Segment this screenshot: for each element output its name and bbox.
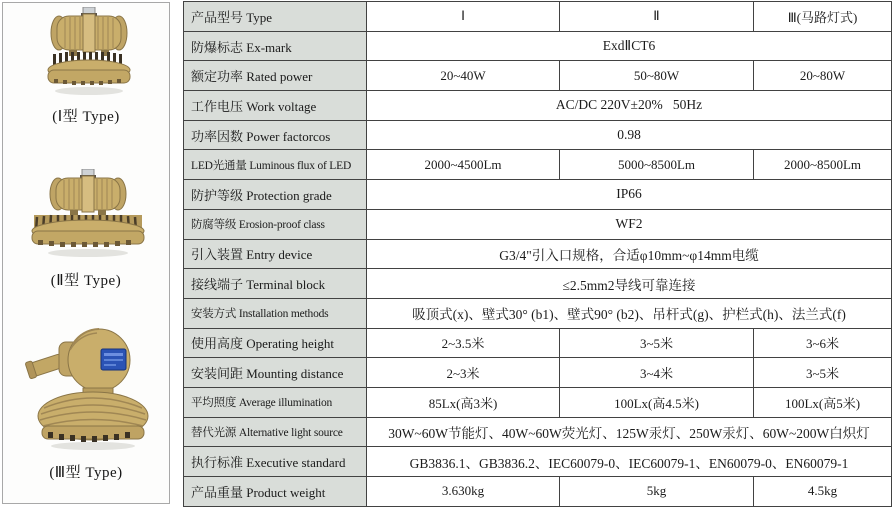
table-row (184, 387, 892, 417)
spec-value: 3~5米 (560, 328, 754, 358)
table-row (184, 447, 892, 477)
table-row (184, 209, 892, 239)
product-caption-type-3: (Ⅲ型 Type) (49, 465, 123, 481)
lamp-type-1-image (39, 7, 139, 99)
row-label: 工作电压 Work voltage (184, 91, 367, 121)
table-row (184, 298, 892, 328)
table-row (184, 31, 892, 61)
table-row (184, 358, 892, 388)
spec-value: 100Lx(高5米) (754, 387, 892, 417)
spec-value: 3~6米 (754, 328, 892, 358)
spec-value: GB3836.1、GB3836.2、IEC60079-0、IEC60079-1、EN60079-0、EN60079-1 (367, 447, 892, 477)
spec-value: 20~80W (754, 61, 892, 91)
spec-value: WF2 (367, 209, 892, 239)
spec-value: ExdⅡCT6 (367, 31, 892, 61)
spec-value: ≤2.5mm2导线可靠连接 (367, 269, 892, 299)
table-row (184, 120, 892, 150)
spec-value: 3~4米 (560, 358, 754, 388)
row-label: 使用高度 Operating height (184, 328, 367, 358)
spec-value: G3/4"引入口规格，合适φ10mm~φ14mm电缆 (367, 239, 892, 269)
spec-value: 0.98 (367, 120, 892, 150)
spec-value: 3.630kg (367, 477, 560, 507)
row-label: 安装间距 Mounting distance (184, 358, 367, 388)
spec-value: Ⅲ(马路灯式) (754, 2, 892, 32)
spec-value: Ⅱ (560, 2, 754, 32)
table-row (184, 180, 892, 210)
row-label: 防腐等级 Erosion-proof class (184, 209, 367, 239)
spec-value: IP66 (367, 180, 892, 210)
table-row (184, 91, 892, 121)
table-row (184, 328, 892, 358)
table-row (184, 61, 892, 91)
product-caption-type-1: (Ⅰ型 Type) (52, 109, 120, 125)
row-label: 安装方式 Installation methods (184, 298, 367, 328)
row-label: 防爆标志 Ex-mark (184, 31, 367, 61)
table-row (184, 150, 892, 180)
spec-value: 吸顶式(x)、壁式30° (b1)、壁式90° (b2)、吊杆式(g)、护栏式(h)、法兰式(f) (367, 298, 892, 328)
row-label: 替代光源 Alternative light source (184, 417, 367, 447)
spec-value: 4.5kg (754, 477, 892, 507)
table-row (184, 477, 892, 507)
lamp-type-2-image (22, 169, 154, 263)
spec-value: 50~80W (560, 61, 754, 91)
spec-value: 2000~4500Lm (367, 150, 560, 180)
row-label: LED光通量 Luminous flux of LED (184, 150, 367, 180)
spec-value: 5000~8500Lm (560, 150, 754, 180)
spec-table (183, 1, 892, 507)
row-label: 平均照度 Average illumination (184, 387, 367, 417)
lamp-type-3-image (19, 326, 157, 452)
spec-value: 100Lx(高4.5米) (560, 387, 754, 417)
row-label: 产品型号 Type (184, 2, 367, 32)
spec-value: 2000~8500Lm (754, 150, 892, 180)
row-label: 额定功率 Rated power (184, 61, 367, 91)
table-row (184, 2, 892, 32)
row-label: 产品重量 Product weight (184, 477, 367, 507)
row-label: 防护等级 Protection grade (184, 180, 367, 210)
spec-value: 2~3.5米 (367, 328, 560, 358)
spec-value: 3~5米 (754, 358, 892, 388)
spec-value: 85Lx(高3米) (367, 387, 560, 417)
spec-value: 20~40W (367, 61, 560, 91)
row-label: 功率因数 Power factorcos (184, 120, 367, 150)
spec-value: AC/DC 220V±20% 50Hz (367, 91, 892, 121)
row-label: 执行标准 Executive standard (184, 447, 367, 477)
row-label: 引入装置 Entry device (184, 239, 367, 269)
spec-value: 2~3米 (367, 358, 560, 388)
spec-value: 5kg (560, 477, 754, 507)
table-row (184, 239, 892, 269)
table-row (184, 269, 892, 299)
product-caption-type-2: (Ⅱ型 Type) (50, 273, 122, 289)
product-photo-panel (2, 2, 170, 504)
spec-value: 30W~60W节能灯、40W~60W荧光灯、125W汞灯、250W汞灯、60W~200W白炽灯 (367, 417, 892, 447)
row-label: 接线端子 Terminal block (184, 269, 367, 299)
spec-value: Ⅰ (367, 2, 560, 32)
table-row (184, 417, 892, 447)
